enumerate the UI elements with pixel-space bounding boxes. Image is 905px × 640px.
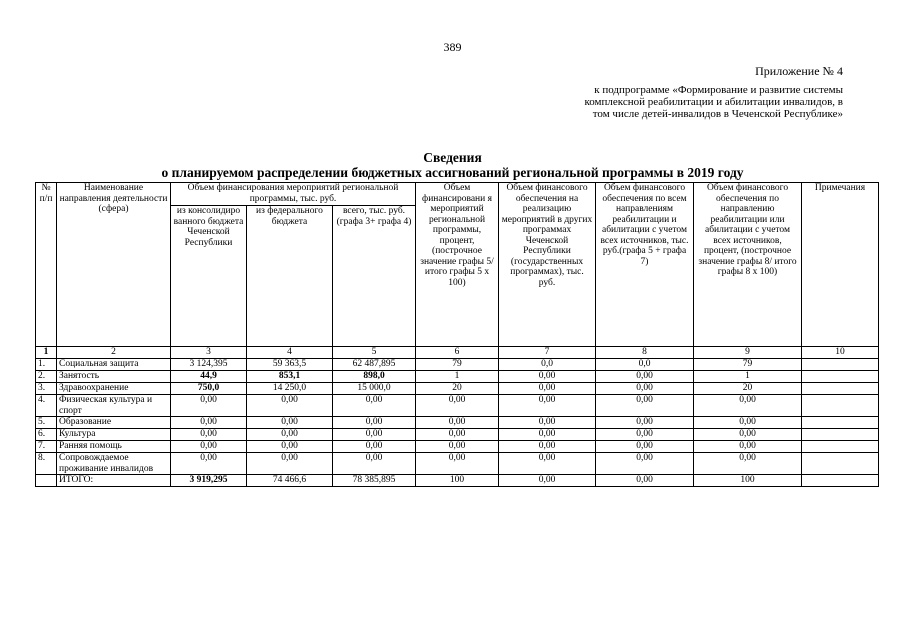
header-notes: Примечания [802,183,879,347]
table-row [36,417,879,429]
header-num: № п/п [36,183,57,347]
row-other-programs: 0,00 [499,453,596,475]
total-federal: 74 466,6 [247,475,333,487]
row-percent: 20 [416,383,499,395]
column-number-row [36,347,879,359]
header-col8: Объем финансового обеспечения по всем направлениям реабилитации и абилитации с учетом всех источников, тыс. руб.(графа 5 + графа 7) [596,183,694,347]
row-all-sources: 0,00 [596,371,694,383]
row-consolidated: 0,00 [171,395,247,417]
row-direction-percent: 20 [694,383,802,395]
column-number: 4 [247,347,333,359]
header-consolidated: из консолидиро ванного бюджета Чеченской Республики [171,206,247,347]
row-percent: 79 [416,359,499,371]
total-percent: 100 [416,475,499,487]
appendix-subtitle [503,84,843,120]
row-notes [802,441,879,453]
row-notes [802,429,879,441]
total-total: 78 385,895 [333,475,416,487]
row-other-programs: 0,00 [499,429,596,441]
row-percent: 0,00 [416,453,499,475]
row-consolidated: 0,00 [171,417,247,429]
title-heading: Сведения [423,150,482,165]
table-row [36,371,879,383]
row-consolidated: 44,9 [171,371,247,383]
row-all-sources: 0,00 [596,383,694,395]
row-federal: 0,00 [247,417,333,429]
total-num [36,475,57,487]
table-row [36,395,879,417]
row-name: Занятость [57,371,171,383]
header-volume-group: Объем финансирования мероприятий региональной программы, тыс. руб. [171,183,416,206]
total-all-sources: 0,00 [596,475,694,487]
row-num: 6. [36,429,57,441]
row-federal: 0,00 [247,395,333,417]
row-name: Ранняя помощь [57,441,171,453]
row-num: 7. [36,441,57,453]
header-row [36,183,879,206]
row-notes [802,383,879,395]
row-direction-percent: 1 [694,371,802,383]
column-number: 2 [57,347,171,359]
total-consolidated: 3 919,295 [171,475,247,487]
total-row [36,475,879,487]
column-number: 3 [171,347,247,359]
row-federal: 853,1 [247,371,333,383]
row-consolidated: 750,0 [171,383,247,395]
subtitle-line: комплексной реабилитации и абилитации инвалидов, в [584,96,843,108]
row-num: 4. [36,395,57,417]
budget-table [35,182,879,487]
document-title [0,150,905,180]
row-num: 3. [36,383,57,395]
column-number: 6 [416,347,499,359]
row-direction-percent: 0,00 [694,417,802,429]
header-name: Наименование направления деятельности (сфера) [57,183,171,347]
row-percent: 0,00 [416,441,499,453]
column-number: 10 [802,347,879,359]
row-percent: 1 [416,371,499,383]
row-total: 0,00 [333,429,416,441]
row-total: 15 000,0 [333,383,416,395]
row-name: Социальная защита [57,359,171,371]
row-all-sources: 0,00 [596,395,694,417]
row-federal: 0,00 [247,441,333,453]
row-other-programs: 0,00 [499,395,596,417]
table-row [36,453,879,475]
table-row [36,383,879,395]
row-total: 0,00 [333,441,416,453]
row-notes [802,359,879,371]
row-consolidated: 0,00 [171,453,247,475]
header-federal: из федерального бюджета [247,206,333,347]
row-direction-percent: 79 [694,359,802,371]
column-number: 8 [596,347,694,359]
total-notes [802,475,879,487]
column-number: 1 [36,347,57,359]
column-number: 9 [694,347,802,359]
row-other-programs: 0,00 [499,371,596,383]
row-notes [802,453,879,475]
subtitle-line: том числе детей-инвалидов в Чеченской Республике» [592,108,843,120]
total-label: ИТОГО: [57,475,171,487]
table-row [36,441,879,453]
row-other-programs: 0,0 [499,359,596,371]
row-percent: 0,00 [416,429,499,441]
row-federal: 0,00 [247,429,333,441]
title-description: о планируемом распределении бюджетных ассигнований региональной программы в 2019 году [161,165,744,180]
total-other-programs: 0,00 [499,475,596,487]
row-total: 0,00 [333,395,416,417]
header-total: всего, тыс. руб. (графа 3+ графа 4) [333,206,416,347]
table-row [36,429,879,441]
appendix-label: Приложение № 4 [755,64,843,78]
row-direction-percent: 0,00 [694,429,802,441]
row-all-sources: 0,0 [596,359,694,371]
row-other-programs: 0,00 [499,441,596,453]
row-notes [802,417,879,429]
header-col7: Объем финансового обеспечения на реализацию мероприятий в других программах Чеченской Республики (государственных программах), тыс. руб. [499,183,596,347]
row-all-sources: 0,00 [596,453,694,475]
row-other-programs: 0,00 [499,417,596,429]
row-all-sources: 0,00 [596,441,694,453]
row-name: Здравоохранение [57,383,171,395]
subtitle-line: к подпрограмме «Формирование и развитие системы [594,84,843,96]
row-name: Сопровождаемое проживание инвалидов [57,453,171,475]
page-number: 389 [443,40,462,54]
row-other-programs: 0,00 [499,383,596,395]
column-number: 5 [333,347,416,359]
row-all-sources: 0,00 [596,429,694,441]
table-row [36,359,879,371]
row-all-sources: 0,00 [596,417,694,429]
row-name: Культура [57,429,171,441]
header-col6: Объем финансировани я мероприятий региональной программы, процент, (построчное значение графы 5/ итого графы 5 х 100) [416,183,499,347]
row-federal: 0,00 [247,453,333,475]
row-name: Образование [57,417,171,429]
column-number: 7 [499,347,596,359]
row-num: 5. [36,417,57,429]
header-col9: Объем финансового обеспечения по направлению реабилитации или абилитации с учетом всех источников, процент, (построчное значение графы 8/ итого графы 8 х 100) [694,183,802,347]
row-consolidated: 3 124,395 [171,359,247,371]
row-total: 0,00 [333,453,416,475]
row-federal: 59 363,5 [247,359,333,371]
row-total: 0,00 [333,417,416,429]
row-total: 62 487,895 [333,359,416,371]
row-federal: 14 250,0 [247,383,333,395]
row-direction-percent: 0,00 [694,453,802,475]
row-name: Физическая культура и спорт [57,395,171,417]
row-direction-percent: 0,00 [694,395,802,417]
row-notes [802,395,879,417]
total-direction-percent: 100 [694,475,802,487]
row-percent: 0,00 [416,417,499,429]
row-consolidated: 0,00 [171,429,247,441]
row-num: 8. [36,453,57,475]
row-direction-percent: 0,00 [694,441,802,453]
row-num: 1. [36,359,57,371]
row-percent: 0,00 [416,395,499,417]
row-total: 898,0 [333,371,416,383]
row-consolidated: 0,00 [171,441,247,453]
row-num: 2. [36,371,57,383]
row-notes [802,371,879,383]
